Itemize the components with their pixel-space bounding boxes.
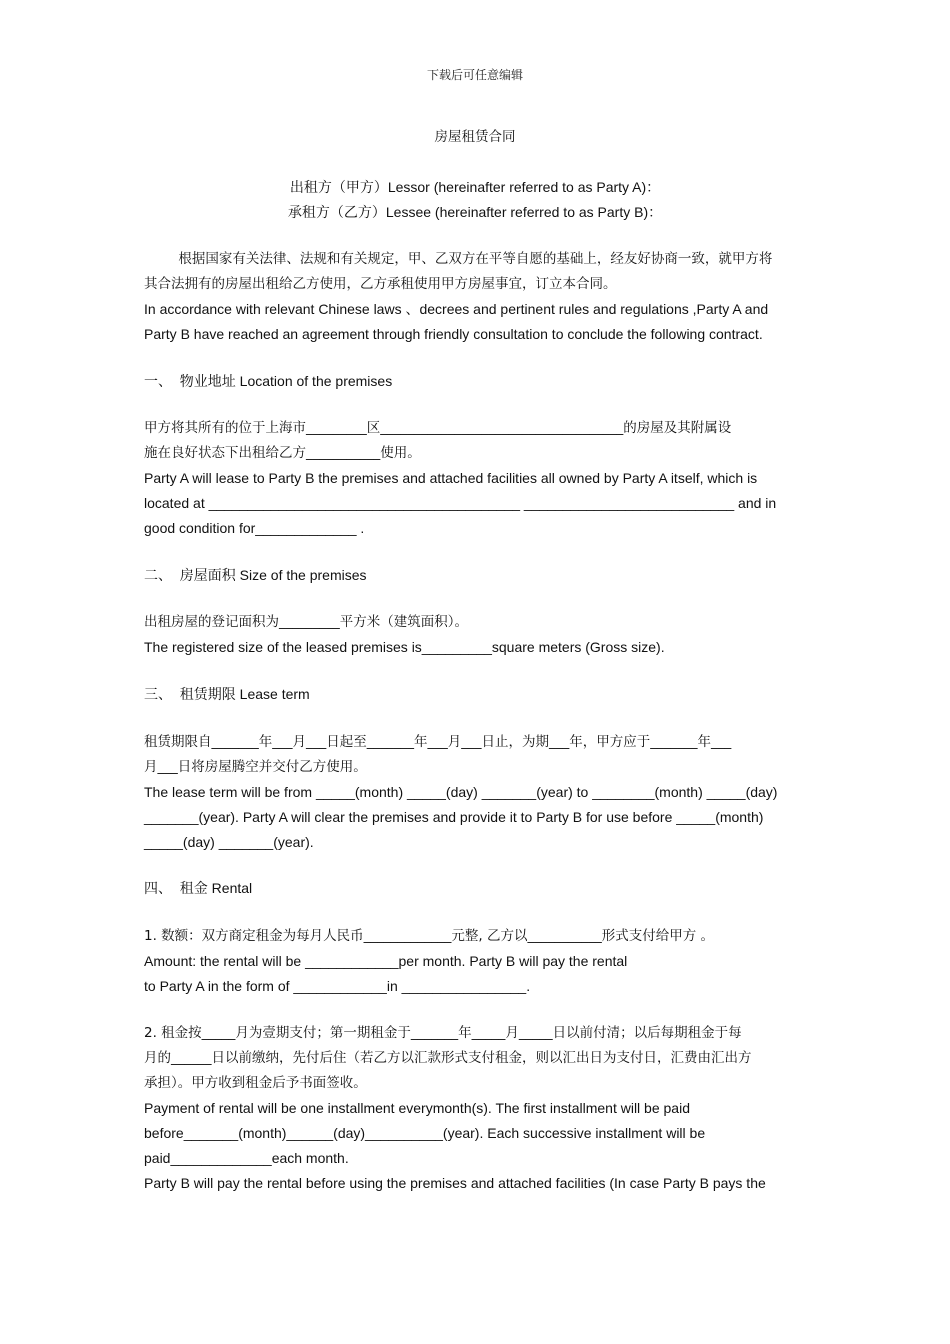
section3-heading: 三、 租赁期限 Lease term (144, 686, 310, 702)
section4-item2-cn-1: 2. 租金按_____月为壹期支付；第一期租金于_______年_____月_____日以前付清；以后每期租金于每 (144, 1025, 742, 1041)
section3-en-1: The lease term will be from _____(month) _____(day) _______(year) to ________(month) _____(day) (144, 784, 778, 800)
section3-en-2: _______(year). Party A will clear the premises and provide it to Party B for use before _____(month) (144, 809, 764, 825)
section1-heading: 一、 物业地址 Location of the premises (144, 373, 393, 389)
section3-cn-2: 月___日将房屋腾空并交付乙方使用。 (144, 759, 367, 775)
section4-item1-cn-1: 1. 数额：双方商定租金为每月人民币_____________元整, 乙方以___________形式支付给甲方 。 (144, 928, 715, 944)
section1-cn-1: 甲方将其所有的位于上海市_________区____________________________________的房屋及其附属设 (144, 420, 732, 436)
section4-item2-en-3: paid_____________each month. (144, 1150, 349, 1166)
section2-en-1: The registered size of the leased premises is_________square meters (Gross size). (144, 639, 665, 655)
lessee-line: 承租方（乙方）Lessee (hereinafter referred to as Party B)： (287, 204, 663, 220)
section4-item2-cn-3: 承担）。甲方收到租金后予书面签收。 (144, 1075, 367, 1091)
preamble-cn-1: 根据国家有关法律、法规和有关规定，甲、乙双方在平等自愿的基础上，经友好协商一致，就甲方将 (144, 251, 773, 267)
section1-en-2: located at ________________________________________ ___________________________ and in (144, 495, 777, 511)
page-header: 下载后可任意编辑 (426, 68, 523, 82)
contract-title: 房屋租赁合同 (434, 129, 516, 145)
section3-cn-1: 租赁期限自_______年___月___日起至_______年___月___日止，为期___年，甲方应于_______年___ (144, 734, 732, 750)
section4-heading: 四、 租金 Rental (144, 880, 253, 896)
lessor-line: 出租方（甲方）Lessor (hereinafter referred to as Party A)： (289, 179, 661, 195)
section4-item2-cn-2: 月的______日以前缴纳，先付后住（若乙方以汇款形式支付租金，则以汇出日为支付日，汇费由汇出方 (144, 1050, 752, 1066)
section4-item2-en-2: before_______(month)______(day)__________(year). Each successive installment will be (144, 1125, 706, 1141)
section2-cn-1: 出租房屋的登记面积为_________平方米（建筑面积）。 (144, 614, 468, 630)
section2-heading: 二、 房屋面积 Size of the premises (144, 567, 367, 583)
section1-en-1: Party A will lease to Party B the premises and attached facilities all owned by Party A itself, which is (144, 470, 758, 486)
section1-cn-2: 施在良好状态下出租给乙方___________使用。 (144, 445, 421, 461)
preamble-cn-2: 其合法拥有的房屋出租给乙方使用，乙方承租使用甲方房屋事宜，订立本合同。 (144, 276, 617, 292)
section4-item2-en-1: Payment of rental will be one installment everymonth(s). The first installment will be paid (144, 1100, 690, 1116)
preamble-en-2: Party B have reached an agreement through friendly consultation to conclude the following contract. (144, 326, 763, 342)
preamble-en-1: In accordance with relevant Chinese laws 、decrees and pertinent rules and regulations ,Party A and (144, 301, 769, 317)
section1-en-3: good condition for_____________ . (144, 520, 365, 536)
section4-item1-en-2: to Party A in the form of ____________in ________________. (144, 978, 531, 994)
section4-item1-en-1: Amount: the rental will be ____________per month. Party B will pay the rental (144, 953, 628, 969)
section3-en-3: _____(day) _______(year). (144, 834, 314, 850)
section4-item2-en-4: Party B will pay the rental before using the premises and attached facilities (In case Party B pays the (144, 1175, 766, 1191)
